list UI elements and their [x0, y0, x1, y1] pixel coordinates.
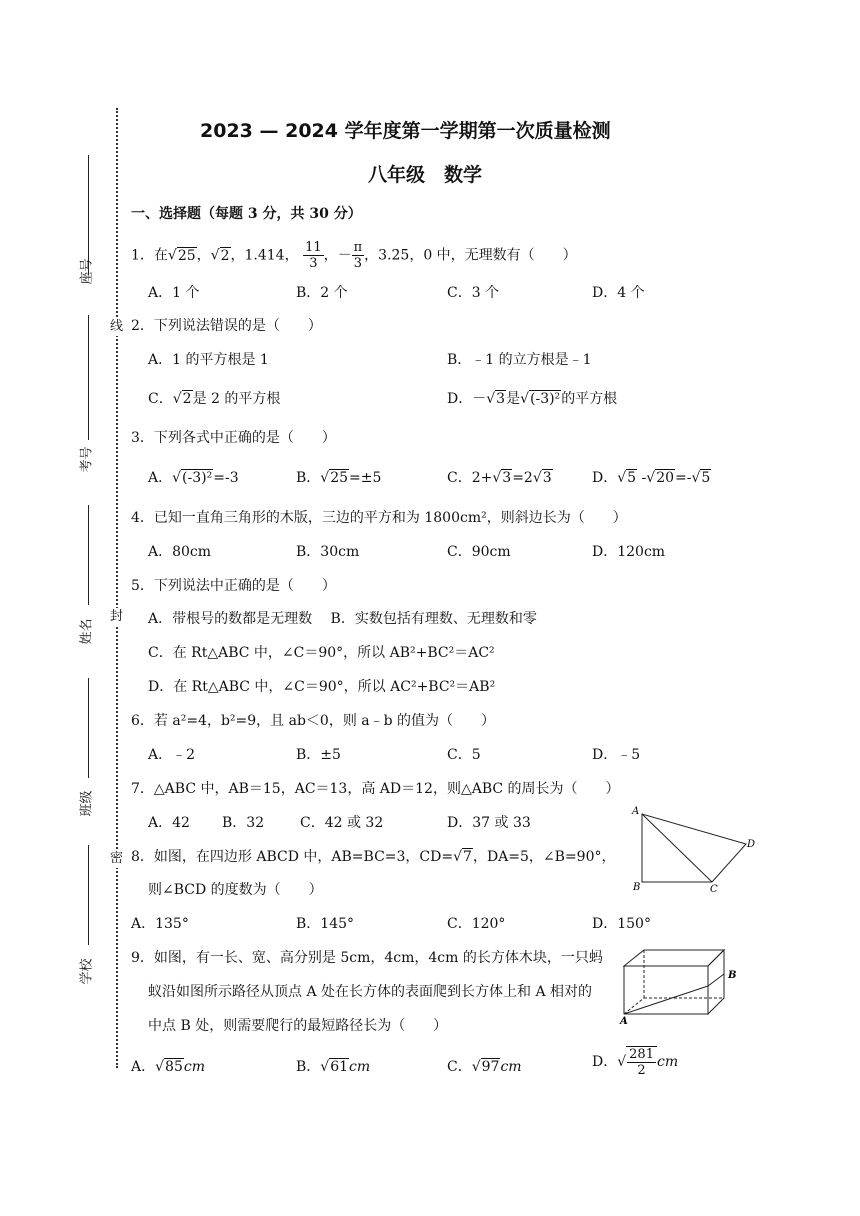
seal-char-line: 线	[110, 319, 124, 334]
question-9-line1: 9．如图，有一长、宽、高分别是 5cm，4cm，4cm 的长方体木块，一只蚂	[131, 950, 603, 966]
seal-char-seal: 封	[110, 609, 124, 624]
q9-option-a: A．√85cm	[131, 1059, 205, 1075]
question-7-stem: 7．△ABC 中，AB＝15，AC＝13，高 AD＝12，则△ABC 的周长为（ ）	[131, 781, 620, 797]
q4-option-c: C．90cm	[447, 544, 511, 560]
fraction-281-halves: $\frac{281}{2}$	[626, 1046, 657, 1078]
fig9-label-b: B	[728, 970, 737, 981]
q6-option-b: B．±5	[296, 747, 341, 763]
q5-option-c: C．在 Rt△ABC 中，∠C＝90°，所以 AB²+BC²＝AC²	[148, 645, 495, 661]
q7-option-b: B．32	[222, 815, 265, 831]
question-6-stem: 6．若 a²=4，b²=9，且 ab＜0，则 a﹣b 的值为（ ）	[131, 713, 496, 729]
q8-option-b: B．145°	[296, 916, 355, 932]
label-name: 姓名	[79, 618, 95, 645]
q4-option-d: D．120cm	[592, 544, 666, 560]
q1-option-a: A．1 个	[148, 285, 200, 301]
q4-option-a: A．80cm	[148, 544, 212, 560]
question-2-stem: 2．下列说法错误的是（ ）	[131, 318, 322, 334]
q9-option-d: D．√ $\frac{281}{2}$ cm	[592, 1047, 679, 1078]
q3-option-a: A．√(-3)²=-3	[148, 470, 239, 486]
cuboid-figure	[618, 940, 743, 1025]
q4-option-b: B．30cm	[296, 544, 360, 560]
q3-option-b: B．√25=±5	[296, 470, 382, 486]
label-exam-number: 考号	[79, 446, 95, 473]
q5-option-ab: A．带根号的数都是无理数 B．实数包括有理数、无理数和零	[148, 611, 537, 627]
q1-option-c: C．3 个	[447, 285, 500, 301]
q8-option-a: A．135°	[131, 916, 189, 932]
q2-option-b: B．﹣1 的立方根是﹣1	[447, 352, 592, 368]
q7-option-c: C．42 或 32	[300, 815, 384, 831]
q6-option-c: C．5	[447, 747, 481, 763]
q9-option-b: B．√61cm	[296, 1059, 371, 1075]
q7-option-a: A．42	[148, 815, 190, 831]
seal-char-secret: 密	[110, 851, 124, 866]
q6-option-d: D．﹣5	[592, 747, 641, 763]
question-3-stem: 3．下列各式中正确的是（ ）	[131, 430, 336, 446]
q8-option-d: D．150°	[592, 916, 651, 932]
binding-dotted-line	[116, 108, 118, 1068]
q2-option-c: C．√2是 2 的平方根	[148, 391, 281, 407]
fig8-label-b: B	[633, 882, 641, 893]
fig8-label-c: C	[710, 884, 718, 894]
exam-subtitle: 八年级 数学	[368, 164, 483, 186]
school-line	[88, 845, 89, 945]
question-9-line3: 中点 B 处，则需要爬行的最短路径长为（ ）	[148, 1018, 448, 1034]
question-5-stem: 5．下列说法中正确的是（ ）	[131, 578, 336, 594]
q9-unit-d: cm	[656, 1054, 679, 1070]
exam-number-line	[88, 315, 89, 440]
q1-option-d: D．4 个	[592, 285, 645, 301]
quadrilateral-figure	[630, 802, 760, 894]
q5-option-d: D．在 Rt△ABC 中，∠C＝90°，所以 AC²+BC²＝AB²	[148, 679, 496, 695]
fraction-eleven-thirds: $\frac{11}{3}$	[305, 240, 322, 271]
q8-option-c: C．120°	[447, 916, 506, 932]
q9-unit-c: cm	[500, 1059, 522, 1075]
q2-option-d: D．－√3是√(-3)²的平方根	[447, 391, 618, 407]
q3-option-d: D．√5 -√20=-√5	[592, 470, 711, 486]
q7-option-d: D．37 或 33	[447, 815, 531, 831]
q2-option-a: A．1 的平方根是 1	[148, 352, 269, 368]
q1-option-b: B．2 个	[296, 285, 348, 301]
name-line	[88, 505, 89, 605]
question-9-line2: 蚁沿如图所示路径从顶点 A 处在长方体的表面爬到长方体上和 A 相对的	[148, 984, 593, 1000]
fig9-label-a: A	[620, 1016, 628, 1025]
label-seat-number: 座号	[79, 258, 95, 285]
question-4-stem: 4．已知一直角三角形的木版，三边的平方和为 1800cm²，则斜边长为（ ）	[131, 510, 627, 526]
q6-option-a: A．﹣2	[148, 747, 196, 763]
class-line	[88, 678, 89, 778]
question-1-stem: 1．在√25，√2，1.414， $\frac{11}{3}$ ，－ $\frac{\pi}{3}$ ，3.2̇5̇，0 中，无理数有（ ）	[131, 240, 577, 271]
fig8-label-a: A	[632, 806, 640, 817]
q3-option-c: C．2+√3=2√3	[447, 470, 552, 486]
label-class: 班级	[79, 790, 95, 817]
seat-number-line	[88, 155, 89, 275]
section-heading: 一、选择题（每题 3 分，共 30 分）	[131, 206, 362, 222]
question-8-stem: 8．如图，在四边形 ABCD 中，AB=BC=3，CD=√7，DA=5，∠B=90°，	[131, 849, 616, 865]
label-school: 学校	[79, 958, 95, 985]
q9-option-c: C．√97cm	[447, 1059, 522, 1075]
q9-unit-b: cm	[349, 1059, 371, 1075]
exam-title: 2023 — 2024 学年度第一学期第一次质量检测	[200, 120, 611, 142]
fig8-label-d: D	[747, 839, 756, 850]
question-8-stem-line2: 则∠BCD 的度数为（ ）	[148, 882, 323, 898]
fraction-pi-thirds: $\frac{\pi}{3}$	[353, 240, 363, 271]
